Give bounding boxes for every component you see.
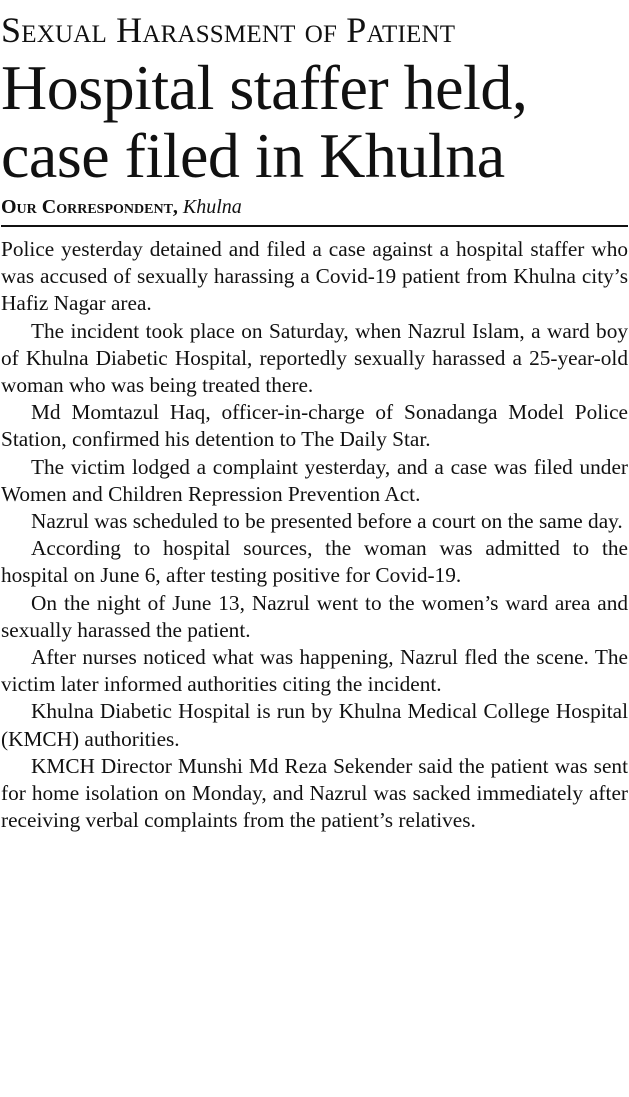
article-paragraph-3: Md Momtazul Haq, officer-in-charge of Sonadanga Model Police Station, confirmed his detention to The Daily Star. (1, 400, 628, 452)
article-paragraph-5: Nazrul was scheduled to be presented before a court on the same day. (31, 509, 623, 534)
article-kicker: Sexual Harassment of Patient (1, 10, 456, 50)
article-paragraph-1: Police yesterday detained and filed a case against a hospital staffer who was accused of sexually harassing a Covid-19 patient from Khulna city’s Hafiz Nagar area. (1, 237, 628, 316)
article-paragraph-7: On the night of June 13, Nazrul went to the women’s ward area and sexually harassed the patient. (1, 590, 628, 642)
article-paragraph-4: The victim lodged a complaint yesterday, and a case was filed under Women and Children Repression Prevention Act. (1, 454, 628, 506)
article-byline (1, 194, 628, 220)
headline-line-1: Hospital staffer held, (1, 52, 528, 123)
headline-divider (1, 225, 628, 227)
article-paragraph-9: Khulna Diabetic Hospital is run by Khulna Medical College Hospital (KMCH) authorities. (1, 699, 628, 751)
article-paragraph-6: According to hospital sources, the woman was admitted to the hospital on June 6, after testing positive for Covid-19. (1, 536, 628, 588)
headline-line-2: case filed in Khulna (1, 120, 505, 191)
byline-location: Khulna (182, 196, 242, 218)
article-paragraph-10: KMCH Director Munshi Md Reza Sekender said the patient was sent for home isolation on Monday, and Nazrul was sacked immediately after receiving verbal complaints from the patient’s relatives. (1, 753, 628, 833)
article-paragraph-2: The incident took place on Saturday, when Nazrul Islam, a ward boy of Khulna Diabetic Hospital, reportedly sexually harassed a 25-year-old woman who was being treated there. (1, 318, 628, 398)
article-body (1, 236, 628, 834)
article-paragraph-8: After nurses noticed what was happening, Nazrul fled the scene. The victim later informed authorities citing the incident. (1, 645, 628, 697)
article-headline (1, 54, 628, 190)
byline-author: Our Correspondent, (1, 196, 178, 218)
